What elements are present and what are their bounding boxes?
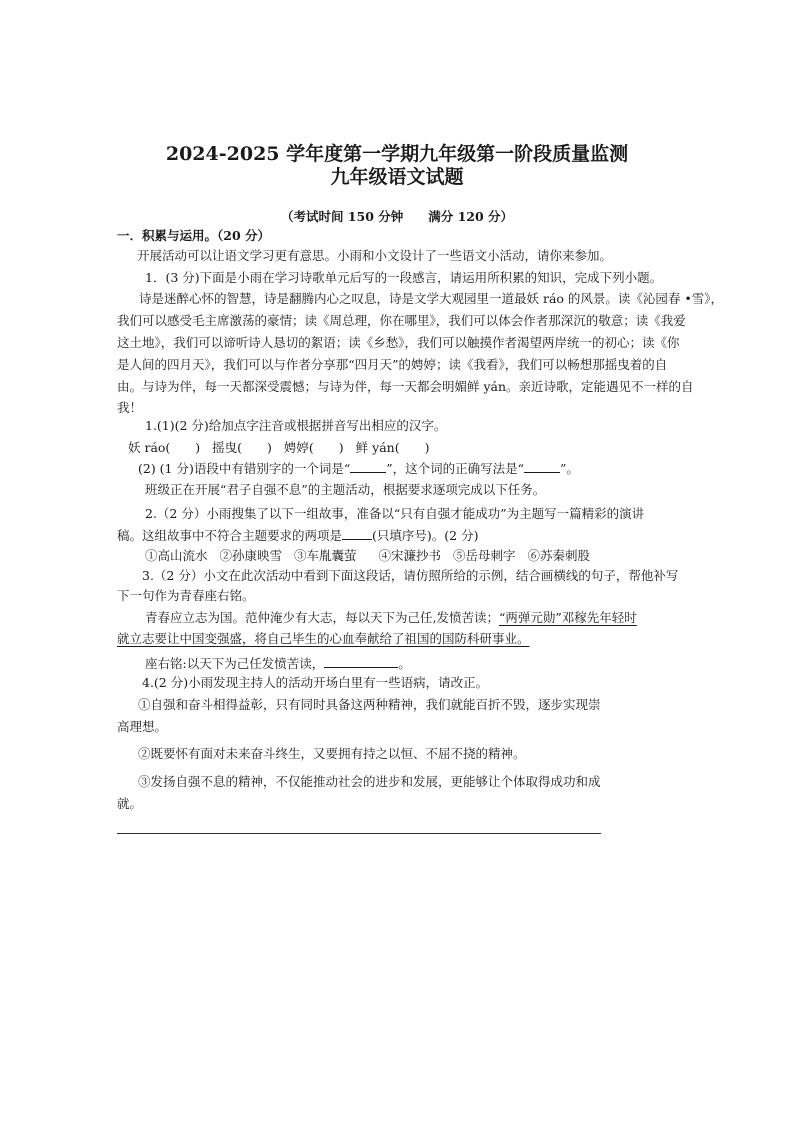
- answer-divider-line: [117, 833, 601, 834]
- q3-motto-blank[interactable]: [324, 655, 398, 668]
- q4-sentence-3a: ③发扬自强不息的精神，不仅能推动社会的进步和发展，更能够让个体取得成功和成: [138, 774, 601, 789]
- exam-title: 2024-2025 学年度第一学期九年级第一阶段质量监测: [165, 143, 629, 165]
- passage-line-6: 我！: [117, 400, 143, 415]
- q2-option: ②孙康映雪: [219, 548, 283, 563]
- passage-line-2: 我们可以感受毛主席激荡的豪情；读《周总理，你在哪里》，我们可以体会作者那深沉的敬意；读《我爱: [117, 313, 686, 328]
- q2-line-2: [117, 527, 478, 544]
- section-heading: 一．积累与运用。（20 分）: [117, 228, 270, 243]
- q3-line-1: 3.（2 分）小文在此次活动中看到下面这段话，请仿照所给的示例，结合画横线的句子，帮他补写: [142, 568, 679, 583]
- q1-1-stem: 1.(1)(2 分)给加点字注音或根据拼音写出相应的汉字。: [145, 418, 447, 433]
- passage-line-4: 是人间的四月天》，我们可以与作者分享那“四月天”的娉婷；读《我看》，我们可以畅想那摇曳着的自: [117, 357, 668, 372]
- q2-line-1: 2.（2 分）小雨搜集了以下一组故事，准备以“只有自强才能成功”为主题写一篇精彩的演讲: [145, 506, 645, 521]
- q3-line-2: 下一句作为青春座右铭。: [117, 588, 255, 603]
- q3-motto: [145, 655, 411, 672]
- q1-2-blank-1[interactable]: [350, 460, 386, 473]
- q2-option: ①高山流水: [145, 548, 208, 563]
- q1-2-text-a: (2) (1 分)语段中有错别字的一个词是“: [138, 461, 351, 476]
- section-intro: 开展活动可以让语文学习更有意思。小雨和小文设计了一些语文小活动，请你来参加。: [137, 248, 613, 263]
- q1-1-item-4[interactable]: 鲜 yán( ): [355, 440, 430, 455]
- q1-1-item-3[interactable]: 娉婷( ): [283, 440, 344, 455]
- q2-option: ④宋濂抄书: [378, 548, 442, 563]
- q2-option: ⑤岳母刺字: [453, 548, 516, 563]
- q1-1-item-2[interactable]: 摇曳( ): [212, 440, 272, 455]
- q1-stem: 1．(3 分)下面是小雨在学习诗歌单元后写的一段感言，请运用所积累的知识，完成下列小题。: [145, 270, 663, 285]
- q1-2-text-b: ”，这个词的正确写法是“: [386, 461, 525, 476]
- q1-1-item-1[interactable]: 妖 ráo( ): [128, 440, 201, 455]
- q2-answer-blank[interactable]: [342, 527, 372, 540]
- q4-sentence-3b: 就。: [117, 796, 143, 811]
- passage-line-1: 诗是迷醉心怀的智慧，诗是翻腾内心之叹息，诗是文学大观园里一道最妖 ráo 的风景。读《沁园春 •雪》，: [139, 291, 723, 306]
- activity-intro: 班级正在开展“君子自强不息”的主题活动，根据要求逐项完成以下任务。: [145, 482, 546, 497]
- exam-subtitle: 九年级语文试题: [330, 166, 464, 188]
- q2-text-b: (只填序号)。(2 分): [372, 528, 479, 543]
- q4-stem: 4.(2 分)小雨发现主持人的活动开场白里有一些语病，请改正。: [142, 675, 489, 690]
- q1-2-blank-2[interactable]: [524, 460, 560, 473]
- q1-2-line: [138, 460, 579, 477]
- exam-info: （考试时间 150 分钟 满分 120 分）: [280, 209, 514, 224]
- q2-text-a: 稿。这组故事中不符合主题要求的两项是: [117, 528, 343, 543]
- q4-sentence-1a: ①自强和奋斗相得益彰，只有同时具备这两种精神，我们就能百折不毁，逐步实现崇: [138, 697, 601, 712]
- passage-line-3: 这土地》，我们可以谛听诗人恳切的絮语；读《乡愁》，我们可以触摸作者渴望两岸统一的初心；读《你: [117, 335, 680, 350]
- q3-quote-line-2: 就立志要让中国变强盛，将自己毕生的心血奉献给了祖国的国防科研事业。: [117, 631, 530, 646]
- q3-motto-end: 。: [398, 656, 411, 671]
- q3-motto-text: 座右铭:以天下为己任发愤苦读，: [145, 656, 325, 671]
- q4-sentence-2: ②既要怀有面对未来奋斗终生，又要拥有持之以恒、不屈不挠的精神。: [138, 746, 526, 761]
- q1-1-items: [128, 440, 429, 456]
- passage-line-5: 由。与诗为伴，每一天都深受震憾；与诗为伴，每一天都会明媚鲜 yán。亲近诗歌，定能遇见不一样的自: [117, 379, 694, 394]
- q1-2-text-c: ”。: [560, 461, 579, 476]
- q2-options: [145, 548, 590, 564]
- q3-quote-text: 青春应立志为国。范仲淹少有大志，每以天下为己任,发愤苦读；: [145, 610, 499, 625]
- q2-option: ⑥苏秦刺股: [527, 548, 591, 563]
- q2-option: ③车胤囊萤: [294, 548, 357, 563]
- q3-underlined-sentence: “两弹元勋”邓稼先年轻时: [498, 610, 637, 625]
- q4-sentence-1b: 高理想。: [117, 719, 168, 734]
- q3-quote-line-1: [145, 610, 637, 626]
